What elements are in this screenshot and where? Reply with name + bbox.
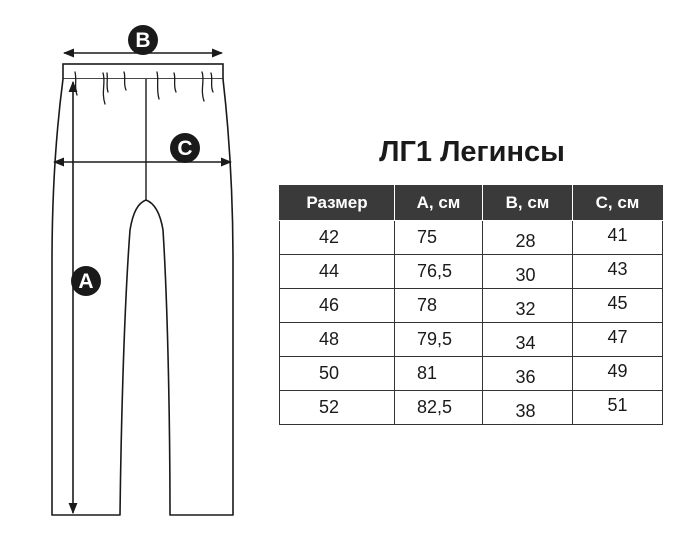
table-cell: [280, 357, 395, 391]
table-row: [280, 255, 663, 289]
marker-b: [128, 25, 158, 55]
marker-b-label: B: [135, 29, 151, 52]
cell-value: 43: [607, 259, 628, 279]
product-title: ЛГ1 Легинсы: [379, 136, 565, 168]
table-cell: [573, 357, 663, 391]
marker-a-label: A: [78, 270, 94, 293]
table-body: [280, 221, 663, 425]
table-cell: [573, 289, 663, 323]
table-cell: [483, 391, 573, 425]
cell-value: 32: [515, 299, 536, 319]
table-cell: [395, 221, 483, 255]
header-a: A, см: [395, 186, 483, 221]
cell-value: 41: [607, 225, 628, 245]
cell-value: 34: [515, 333, 536, 353]
table-row: [280, 289, 663, 323]
table-cell: [483, 221, 573, 255]
header-size: Размер: [280, 186, 395, 221]
table-cell: [395, 323, 483, 357]
cell-value: 45: [607, 293, 628, 313]
table-cell: [573, 323, 663, 357]
header-c: C, см: [573, 186, 663, 221]
cell-value: 82,5: [417, 397, 453, 417]
cell-value: 81: [417, 363, 438, 383]
header-b: B, см: [483, 186, 573, 221]
cell-value: 79,5: [417, 329, 453, 349]
table-row: [280, 221, 663, 255]
table-cell: [280, 289, 395, 323]
table-cell: [395, 255, 483, 289]
cell-value: 36: [515, 367, 536, 387]
table-cell: [280, 391, 395, 425]
table-cell: [395, 357, 483, 391]
leggings-diagram: [0, 0, 270, 536]
leggings-outline: [52, 79, 233, 515]
table-cell: [280, 255, 395, 289]
cell-value: 30: [515, 265, 536, 285]
table-header-row: [280, 186, 663, 221]
table-cell: [483, 323, 573, 357]
table-row: [280, 391, 663, 425]
marker-c-label: C: [177, 137, 193, 160]
cell-value: 51: [607, 395, 628, 415]
cell-value: 48: [318, 329, 340, 349]
cell-value: 78: [417, 295, 438, 315]
cell-value: 75: [417, 227, 438, 247]
marker-a: [71, 266, 101, 296]
table-cell: [395, 391, 483, 425]
cell-value: 49: [607, 361, 628, 381]
table-cell: [483, 289, 573, 323]
size-table: [279, 185, 663, 425]
cell-value: 42: [318, 227, 340, 247]
waistband: [63, 64, 223, 79]
cell-value: 52: [318, 397, 340, 417]
cell-value: 47: [607, 327, 628, 347]
table-cell: [395, 289, 483, 323]
table-cell: [573, 221, 663, 255]
table-cell: [573, 255, 663, 289]
table-cell: [280, 323, 395, 357]
table-row: [280, 323, 663, 357]
cell-value: 50: [318, 363, 340, 383]
table-row: [280, 357, 663, 391]
cell-value: 76,5: [417, 261, 453, 281]
cell-value: 46: [318, 295, 340, 315]
table-cell: [483, 255, 573, 289]
cell-value: 38: [515, 401, 536, 421]
marker-c: [170, 133, 200, 163]
cell-value: 44: [318, 261, 340, 281]
cell-value: 28: [515, 231, 536, 251]
table-cell: [483, 357, 573, 391]
table-cell: [573, 391, 663, 425]
table-cell: [280, 221, 395, 255]
